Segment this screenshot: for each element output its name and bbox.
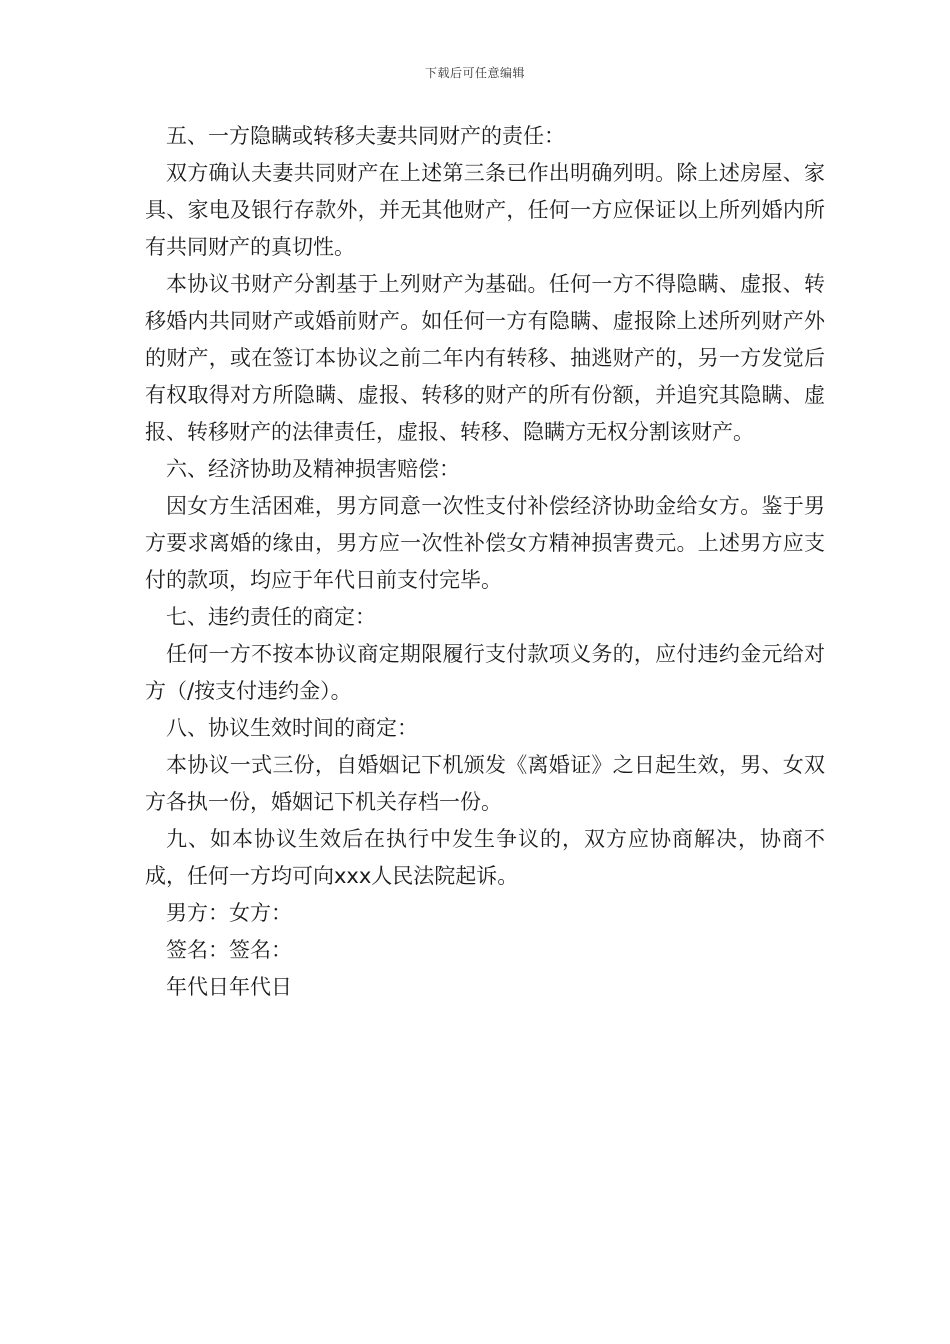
section-heading-5: 五、一方隐瞒或转移夫妻共同财产的责任：: [166, 124, 565, 148]
paragraph-dispute-resolution: 九、如本协议生效后在执行中发生争议的，双方应协商解决，协商不成，任何一方均可向xxx人民法院起诉。: [145, 827, 825, 888]
section-heading-6: 六、经济协助及精神损害赔偿：: [166, 457, 460, 481]
signature-line: 签名：签名：: [166, 938, 292, 962]
document-body: [145, 118, 825, 1006]
paragraph-property-division: 本协议书财产分割基于上列财产为基础。任何一方不得隐瞒、虚报、转移婚内共同财产或婚前财产。如任何一方有隐瞒、虚报除上述所列财产外的财产，或在签订本协议之前二年内有转移、抽逃财产的，另一方发觉后有权取得对方所隐瞒、虚报、转移的财产的所有份额，并追究其隐瞒、虚报、转移财产的法律责任，虚报、转移、隐瞒方无权分割该财产。: [145, 272, 825, 444]
section-heading-8: 八、协议生效时间的商定：: [166, 716, 418, 740]
signature-parties-line: 男方：女方：: [166, 901, 292, 925]
paragraph-effective-time: 本协议一式三份，自婚姻记下机颁发《离婚证》之日起生效，男、女双方各执一份，婚姻记下机关存档一份。: [145, 753, 825, 814]
paragraph-property-confirmation: 双方确认夫妻共同财产在上述第三条已作出明确列明。除上述房屋、家具、家电及银行存款外，并无其他财产，任何一方应保证以上所列婚内所有共同财产的真切性。: [145, 161, 825, 259]
paragraph-breach-liability: 任何一方不按本协议商定期限履行支付款项义务的，应付违约金元给对方（/按支付违约金）。: [145, 642, 825, 703]
paragraph-compensation: 因女方生活困难，男方同意一次性支付补偿经济协助金给女方。鉴于男方要求离婚的缘由，男方应一次性补偿女方精神损害费元。上述男方应支付的款项，均应于年代日前支付完毕。: [145, 494, 825, 592]
page-header: 下载后可任意编辑: [424, 66, 525, 80]
section-heading-7: 七、违约责任的商定：: [166, 605, 376, 629]
date-line: 年代日年代日: [166, 975, 292, 999]
